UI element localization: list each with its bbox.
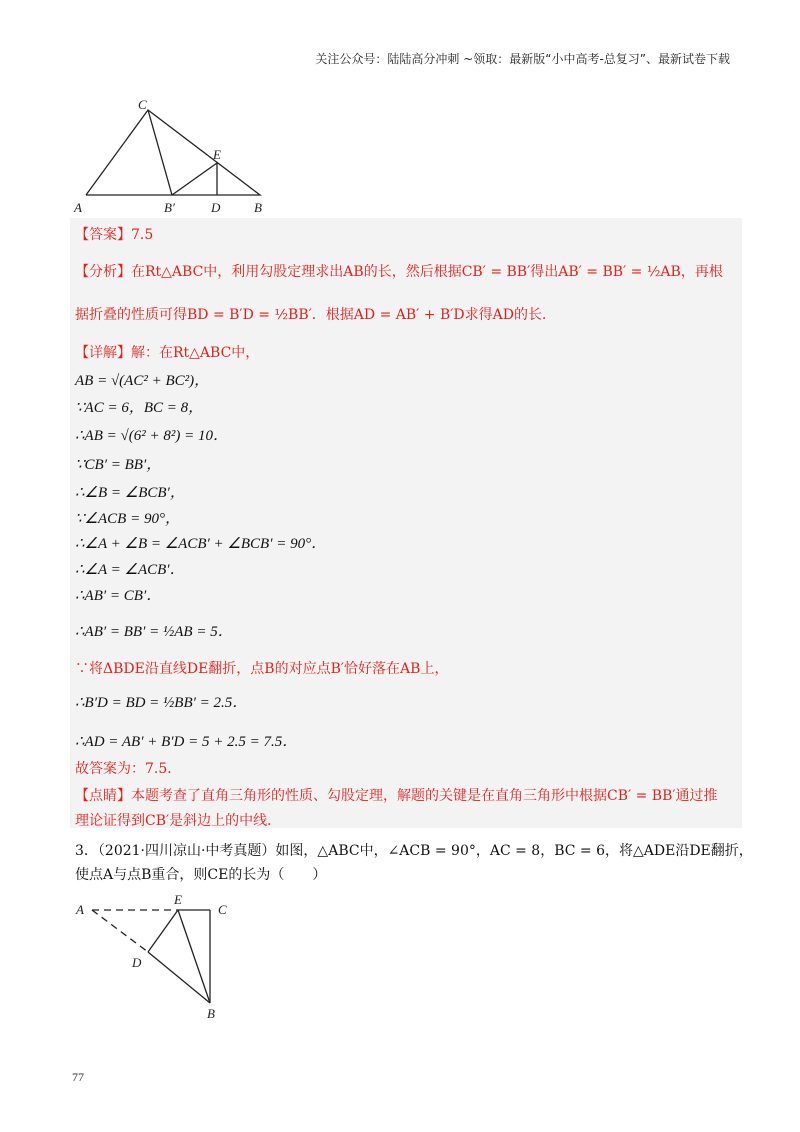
label-E: E [213,147,221,162]
final-answer: 故答案为：7.5． [75,761,182,777]
step-11: ∵将ΔBDE沿直线DE翻折，点B的对应点B′恰好落在AB上， [75,661,449,677]
label-E2: E [174,892,182,907]
step-6: ∵∠ACB = 90°， [75,511,180,527]
label-D2: D [132,955,142,970]
label-C: C [138,97,147,112]
step-7: ∴∠A + ∠B = ∠ACB′ + ∠BCB′ = 90°． [75,536,327,552]
step-8: ∴∠A = ∠ACB′． [75,562,185,578]
step-9: ∴AB′ = CB′． [75,588,162,604]
label-B-prime: B′ [164,200,175,215]
step-1: AB = √(AC² + BC²)， [75,373,210,389]
step-4: ∵CB′ = BB′， [75,457,162,473]
answer-line: 【答案】7.5 [75,227,154,243]
label-C2: C [218,902,227,917]
step-5: ∴∠B = ∠BCB′， [75,485,185,501]
page-header: 关注公众号：陆陆高分冲刺 ~领取：最新版“小中高考-总复习”、最新试卷下载 [315,52,730,66]
page-number: 77 [72,1070,84,1084]
step-2: ∵AC = 6，BC = 8， [75,400,204,416]
label-B: B [254,200,262,215]
step-13: ∴AD = AB′ + B′D = 5 + 2.5 = 7.5． [75,734,298,750]
detail-line: 【详解】解：在Rt△ABC中， [75,345,260,361]
triangle-figure-2 [70,890,250,1025]
label-A: A [74,200,82,215]
label-A2: A [76,902,84,917]
analysis-line-1: 【分析】在Rt△ABC中，利用勾股定理求出AB的长，然后根据CB′ = BB′得出AB′ = BB′ = ½AB，再根 [75,264,723,280]
analysis-line-2: 据折叠的性质可得BD = B′D = ½BB′．根据AD = AB′ + B′D求得AD的长． [75,307,556,323]
triangle-figure-1 [70,95,280,220]
label-D: D [211,200,221,215]
comment-line-1: 【点睛】本题考查了直角三角形的性质、勾股定理，解题的关键是在直角三角形中根据CB′ = BB′通过推 [75,788,718,804]
step-3: ∴AB = √(6² + 8²) = 10． [75,428,228,444]
question-3-line-1: 3．（2021·四川凉山·中考真题）如图，△ABC中，∠ACB = 90°，AC = 8，BC = 6，将△ADE沿DE翻折， [75,843,753,859]
step-12: ∴B′D = BD = ½BB′ = 2.5． [75,695,248,711]
label-B2: B [207,1006,215,1021]
question-3-line-2: 使点A与点B重合，则CE的长为（ ） [75,867,327,883]
step-10: ∴AB′ = BB′ = ½AB = 5． [75,624,233,640]
comment-line-2: 理论证得到CB′是斜边上的中线． [75,813,282,829]
